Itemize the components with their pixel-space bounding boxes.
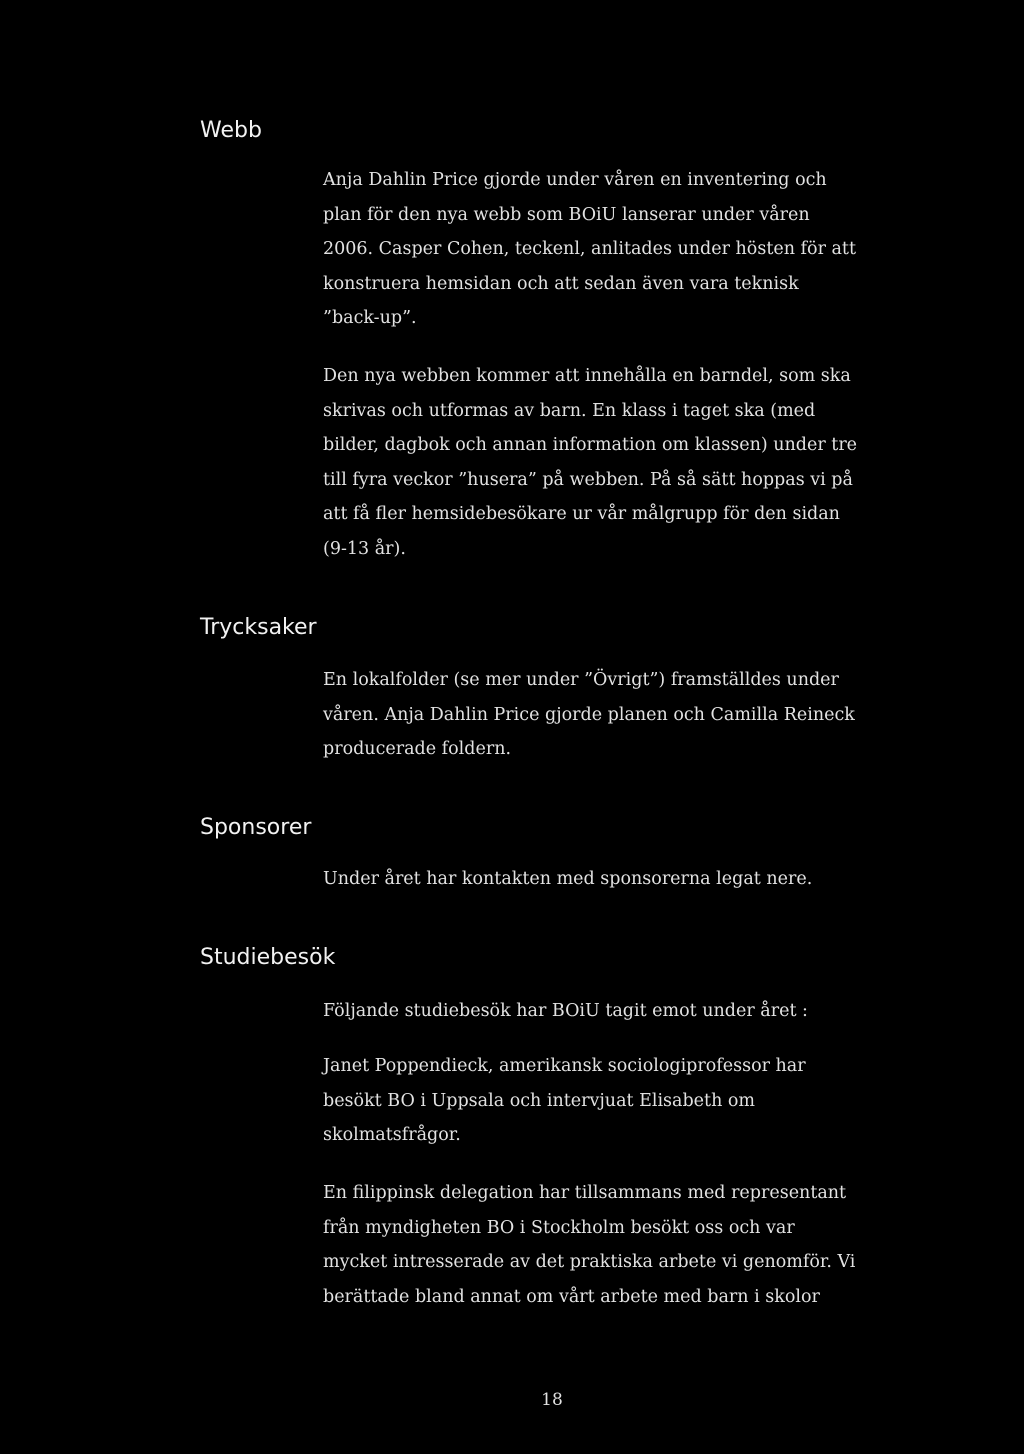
webb-paragraph-2 [323,359,863,566]
section-heading-studiebesok: Studiebesök [200,945,336,970]
text-line: våren. Anja Dahlin Price gjorde planen och Camilla Reineck [323,704,855,725]
text-line: bilder, dagbok och annan information om klassen) under tre [323,435,858,455]
text-line: från myndigheten BO i Stockholm besökt oss och var [323,1217,795,1238]
studiebesok-paragraph-2 [323,1049,863,1153]
sponsorer-paragraph-1 [323,862,863,897]
text-line: Den nya webben kommer att innehålla en barndel, som ska [323,366,851,386]
text-line: ”back-up”. [323,308,417,328]
text-line: Följande studiebesök har BOiU tagit emot under året : [323,1001,808,1021]
text-line: berättade bland annat om vårt arbete med barn i skolor [323,1286,820,1307]
text-line: till fyra veckor ”husera” på webben. På så sätt hoppas vi på [323,469,853,490]
page-number: 18 [541,1390,563,1410]
text-line: producerade foldern. [323,739,512,759]
webb-paragraph-1 [323,163,863,336]
text-line: (9-13 år). [323,538,406,559]
text-line: skrivas och utformas av barn. En klass i taget ska (med [323,400,816,421]
studiebesok-paragraph-1 [323,994,863,1029]
text-line: plan för den nya webb som BOiU lanserar under våren [323,204,810,225]
text-line: Janet Poppendieck, amerikansk sociologiprofessor har [323,1056,806,1076]
text-line: att få fler hemsidebesökare ur vår målgrupp för den sidan [323,504,840,524]
section-heading-webb: Webb [200,118,262,143]
text-line: 2006. Casper Cohen, teckenl, anlitades under hösten för att [323,239,856,259]
text-line: konstruera hemsidan och att sedan även vara teknisk [323,273,799,294]
text-line: besökt BO i Uppsala och intervjuat Elisabeth om [323,1090,756,1111]
studiebesok-paragraph-3 [323,1176,863,1314]
text-line: En lokalfolder (se mer under ”Övrigt”) framställdes under [323,670,839,690]
text-line: skolmatsfrågor. [323,1125,461,1145]
section-heading-trycksaker: Trycksaker [200,615,317,640]
text-line: mycket intresserade av det praktiska arbete vi genomför. Vi [323,1252,856,1272]
text-line: En filippinsk delegation har tillsammans med representant [323,1183,847,1203]
text-line: Anja Dahlin Price gjorde under våren en inventering och [323,170,827,190]
section-heading-sponsorer: Sponsorer [200,815,312,840]
text-line: Under året har kontakten med sponsorerna legat nere. [323,869,813,889]
trycksaker-paragraph-1 [323,663,863,767]
